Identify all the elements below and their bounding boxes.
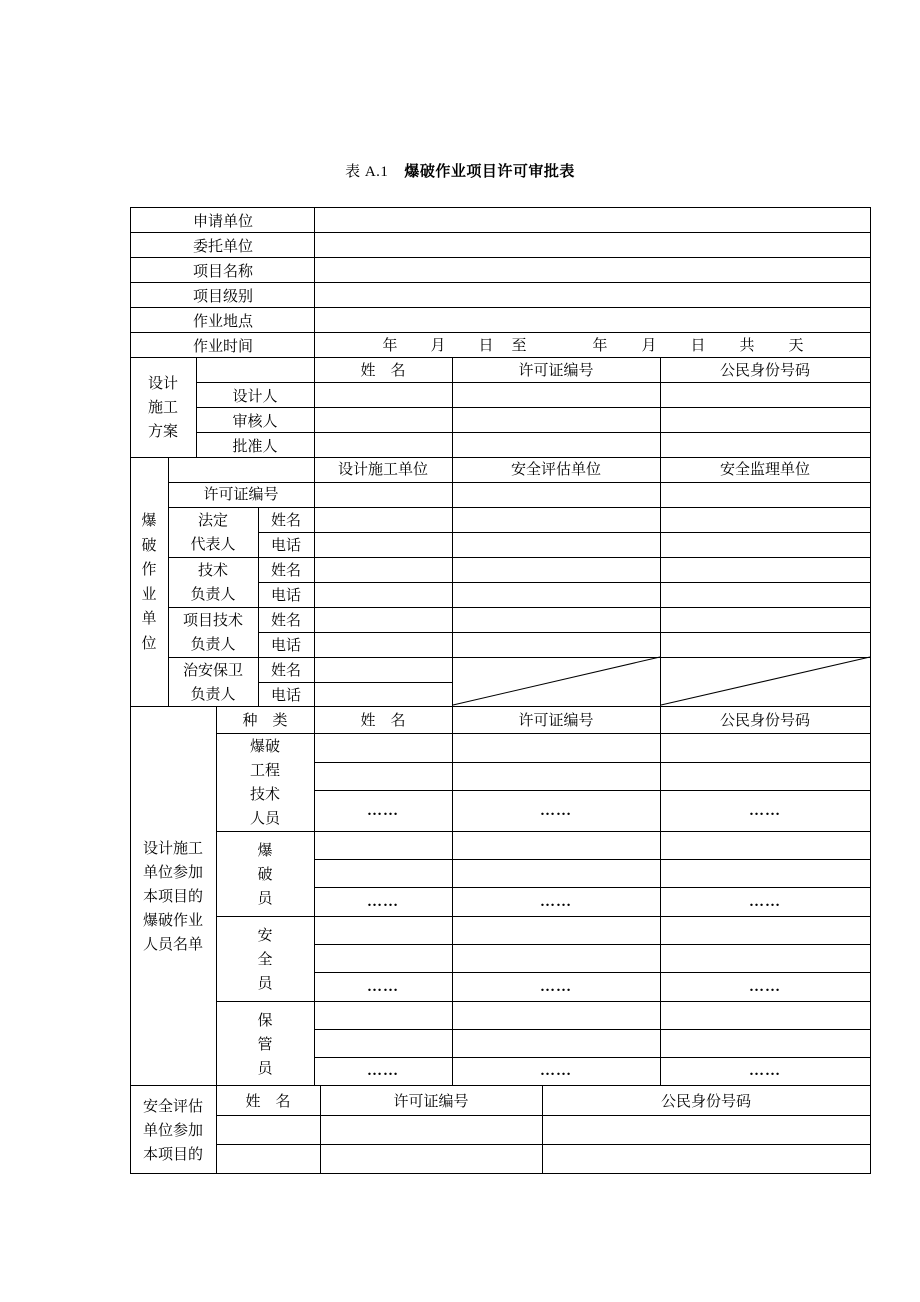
ellipsis: …… [540, 1063, 572, 1079]
table-number: 表 A.1 [345, 164, 389, 180]
personnel-label: 爆破作业 [142, 911, 203, 929]
design-plan-header: 许可证编号 [518, 361, 594, 379]
row-label-4: 作业地点 [192, 311, 253, 330]
blasting-unit-label: 作 [141, 560, 157, 578]
personnel-header: 姓 名 [360, 711, 406, 729]
design-plan-role: 审核人 [232, 411, 278, 430]
design-plan-header: 姓 名 [360, 361, 406, 379]
assessment-label: 本项目的 [142, 1145, 203, 1163]
assessment-label: 单位参加 [142, 1121, 203, 1139]
personnel-category: 员 [257, 1059, 273, 1077]
responsible-role: 代表人 [190, 535, 236, 553]
phone-label: 电话 [270, 636, 301, 654]
personnel-category: 保 [257, 1011, 273, 1029]
name-label: 姓名 [270, 511, 301, 529]
personnel-category: 员 [257, 889, 273, 907]
personnel-label: 单位参加 [142, 863, 203, 881]
blasting-unit-label: 业 [141, 584, 157, 603]
work-time-m2: 月 [641, 336, 657, 354]
blasting-unit-header: 安全评估单位 [510, 460, 601, 478]
personnel-category: 爆 [257, 841, 273, 859]
work-time-m1: 月 [430, 336, 446, 354]
design-plan-label: 设计 [147, 374, 178, 392]
phone-label: 电话 [270, 536, 301, 554]
diagonal-line [453, 657, 660, 705]
table-title: 爆破作业项目许可审批表 [404, 162, 575, 180]
row-label-0: 申请单位 [192, 211, 253, 230]
assessment-header: 公民身份号码 [660, 1092, 751, 1110]
responsible-role: 负责人 [190, 685, 236, 703]
design-plan-label: 方案 [147, 422, 178, 440]
personnel-category: 破 [257, 865, 273, 883]
personnel-label: 设计施工 [142, 839, 203, 857]
blasting-unit-header: 设计施工单位 [337, 460, 428, 478]
design-plan-role: 批准人 [232, 436, 278, 455]
ellipsis: …… [367, 1063, 399, 1079]
work-time-y1: 年 [382, 336, 398, 354]
phone-label: 电话 [270, 586, 301, 604]
grid-line [216, 1001, 871, 1002]
responsible-role: 项目技术 [182, 611, 243, 629]
ellipsis: …… [540, 978, 572, 995]
ellipsis: …… [540, 893, 572, 910]
blasting-unit-label: 破 [141, 535, 157, 554]
diagonal-line [661, 657, 870, 705]
license-number-label: 许可证编号 [203, 485, 279, 503]
personnel-category: 安 [257, 926, 273, 944]
blasting-unit-label: 位 [141, 633, 157, 652]
responsible-role: 技术 [197, 561, 228, 579]
personnel-category: 爆破 [249, 737, 280, 755]
personnel-label: 本项目的 [142, 887, 203, 905]
design-plan-label: 施工 [147, 398, 178, 416]
name-label: 姓名 [270, 561, 301, 579]
personnel-category: 工程 [249, 761, 280, 779]
work-time-d2: 日 [690, 336, 706, 354]
row-label-1: 委托单位 [192, 236, 253, 255]
blasting-unit-label: 爆 [141, 511, 157, 529]
assessment-label: 安全评估 [142, 1097, 203, 1115]
ellipsis: …… [749, 978, 781, 995]
ellipsis: …… [540, 802, 572, 819]
work-time-to: 至 [511, 336, 527, 354]
responsible-role: 法定 [197, 511, 228, 529]
work-time-total: 共 [739, 336, 755, 354]
work-time-days: 天 [788, 336, 804, 354]
personnel-label: 人员名单 [142, 935, 203, 953]
ellipsis: …… [367, 978, 399, 995]
ellipsis: …… [749, 802, 781, 819]
work-time-d1: 日 [478, 336, 494, 354]
assessment-header: 许可证编号 [393, 1092, 469, 1110]
row-label-2: 项目名称 [192, 261, 253, 280]
name-label: 姓名 [270, 611, 301, 629]
personnel-category: 管 [257, 1035, 273, 1053]
row-label-3: 项目级别 [192, 286, 253, 305]
personnel-category: 技术 [249, 785, 280, 803]
blasting-unit-label: 单 [141, 609, 157, 627]
ellipsis: …… [367, 893, 399, 910]
work-time-y2: 年 [592, 336, 608, 354]
personnel-category: 员 [257, 974, 273, 992]
responsible-role: 负责人 [190, 585, 236, 603]
design-plan-header: 公民身份号码 [719, 361, 810, 379]
assessment-header: 姓 名 [245, 1092, 291, 1110]
personnel-category: 人员 [249, 809, 280, 827]
blasting-unit-header: 安全监理单位 [719, 460, 810, 478]
row-label-5: 作业时间 [192, 336, 253, 355]
personnel-category: 全 [257, 950, 273, 968]
personnel-header: 许可证编号 [518, 711, 594, 729]
personnel-header: 公民身份号码 [719, 711, 810, 729]
ellipsis: …… [749, 893, 781, 910]
responsible-role: 负责人 [190, 635, 236, 653]
name-label: 姓名 [270, 661, 301, 679]
grid-line [216, 831, 871, 832]
ellipsis: …… [367, 802, 399, 819]
grid-line [130, 1085, 871, 1086]
design-plan-role: 设计人 [232, 386, 278, 405]
phone-label: 电话 [270, 686, 301, 704]
ellipsis: …… [749, 1063, 781, 1079]
personnel-header: 种 类 [242, 711, 288, 729]
responsible-role: 治安保卫 [182, 661, 243, 679]
